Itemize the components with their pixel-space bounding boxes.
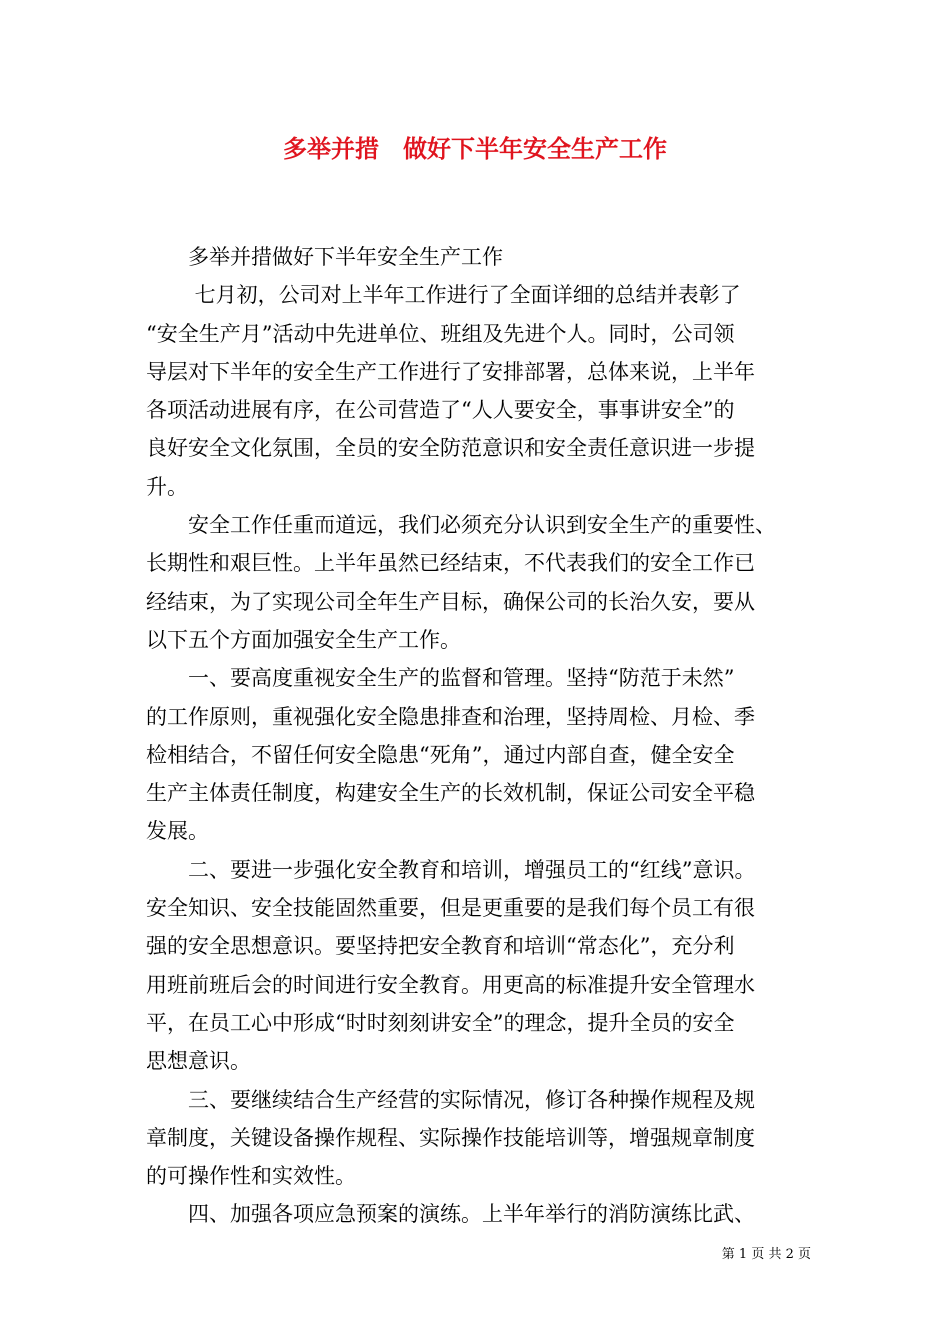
body-line: 平，在员工心中形成“时时刻刻讲安全”的理念，提升全员的安全 — [146, 1010, 735, 1035]
body-line: 思想意识。 — [146, 1049, 251, 1074]
body-line: 强的安全思想意识。要坚持把安全教育和培训“常态化”，充分利 — [146, 934, 735, 959]
body-line: 安全知识、安全技能固然重要，但是更重要的是我们每个员工有很 — [146, 896, 755, 921]
body-line: 检相结合，不留任何安全隐患“死角”，通过内部自查，健全安全 — [146, 742, 735, 767]
body-line: 导层对下半年的安全生产工作进行了安排部署，总体来说，上半年 — [146, 359, 755, 384]
body-line: 三、要继续结合生产经营的实际情况，修订各种操作规程及规 — [188, 1087, 755, 1112]
body-line: 多举并措做好下半年安全生产工作 — [188, 245, 503, 269]
document-title: 多举并措 做好下半年安全生产工作 — [283, 135, 667, 163]
body-line: 生产主体责任制度，构建安全生产的长效机制，保证公司安全平稳 — [146, 781, 755, 806]
body-line: 用班前班后会的时间进行安全教育。用更高的标准提升安全管理水 — [146, 972, 755, 997]
page-indicator: 第 1 页 共 2 页 — [721, 1247, 811, 1262]
body-line: 各项活动进展有序，在公司营造了“人人要安全，事事讲安全”的 — [146, 398, 735, 423]
body-line: “安全生产月”活动中先进单位、班组及先进个人。同时，公司领 — [146, 321, 735, 346]
body-line: 以下五个方面加强安全生产工作。 — [146, 627, 461, 652]
body-line: 的可操作性和实效性。 — [146, 1164, 356, 1189]
body-line: 七月初，公司对上半年工作进行了全面详细的总结并表彰了 — [188, 283, 741, 308]
body-line: 章制度，关键设备操作规程、实际操作技能培训等，增强规章制度 — [146, 1125, 755, 1150]
document-body — [146, 238, 818, 1234]
body-line: 发展。 — [146, 819, 209, 844]
body-line: 二、要进一步强化安全教育和培训，增强员工的“红线”意识。 — [188, 857, 756, 882]
body-line: 经结束，为了实现公司全年生产目标，确保公司的长治久安，要从 — [146, 589, 755, 614]
body-line: 升。 — [146, 474, 188, 499]
body-line: 长期性和艰巨性。上半年虽然已经结束，不代表我们的安全工作已 — [146, 551, 755, 576]
body-line: 一、要高度重视安全生产的监督和管理。坚持“防范于未然” — [188, 666, 735, 691]
body-line: 安全工作任重而道远，我们必须充分认识到安全生产的重要性、 — [188, 513, 776, 538]
body-line: 的工作原则，重视强化安全隐患排查和治理，坚持周检、月检、季 — [146, 704, 755, 729]
body-line: 四、加强各项应急预案的演练。上半年举行的消防演练比武、 — [188, 1202, 755, 1227]
body-line: 良好安全文化氛围，全员的安全防范意识和安全责任意识进一步提 — [146, 436, 755, 461]
